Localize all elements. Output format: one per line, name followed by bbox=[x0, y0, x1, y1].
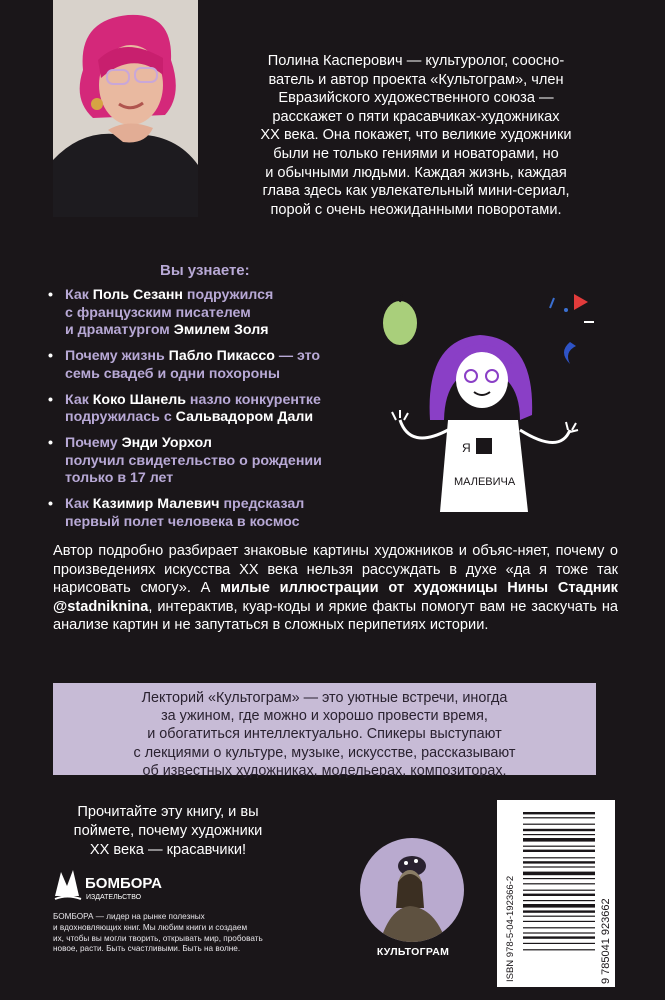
learn-list bbox=[48, 287, 388, 540]
shirt-text-top: Я bbox=[462, 441, 471, 455]
list-item: • Как Поль Сезанн подружился с французским писателем и драматургом Эмилем Золя bbox=[48, 287, 274, 338]
intro-text: Полина Касперович — культуролог, соосно- ватель и автор проекта «Культограм», член Евразийского художественного союза — расскажет о пяти красавчиках-художниках XX века. Она покажет, что великие художники были не только гениями и новаторами, но и обычными людьми. Каждая жизнь, каждая глава здесь как увлекательный мини-сериал, порой с очень неожиданными поворотами. bbox=[260, 53, 572, 218]
barcode-bar bbox=[523, 878, 595, 879]
kultogram-name: КУЛЬТОГРАМ bbox=[376, 946, 450, 958]
barcode-bar bbox=[523, 824, 595, 825]
barcode-bar bbox=[523, 812, 595, 814]
barcode-digits: 9 785041 923662 bbox=[600, 898, 612, 984]
list-item: • Как Коко Шанель назло конкурентке подружилась с Сальвадором Дали bbox=[48, 391, 321, 425]
publisher-text: БОМБОРА — лидер на рынке полезных и вдохновляющих книг. Мы любим книги и создаем их, чтобы вы могли творить, открывать мир, пробовать новое, расти. Быть счастливыми. Быть на волне. bbox=[53, 912, 263, 954]
publisher-sub: ИЗДАТЕЛЬСТВО bbox=[86, 894, 142, 901]
barcode-bar bbox=[523, 838, 595, 842]
barcode-bar bbox=[523, 817, 595, 818]
barcode-bar bbox=[523, 910, 595, 912]
barcode-bar bbox=[523, 916, 595, 917]
barcode-bar bbox=[523, 927, 595, 928]
barcode-bar bbox=[523, 943, 595, 944]
publisher-logo bbox=[53, 866, 183, 906]
barcode-bar bbox=[523, 829, 595, 831]
outro-text: Прочитайте эту книгу, и вы поймете, почему художники XX века — красавчики! bbox=[73, 804, 263, 858]
barcode-bar bbox=[523, 846, 595, 847]
publisher-name: БОМБОРА bbox=[85, 875, 162, 892]
barcode-bar bbox=[523, 890, 595, 891]
barcode-bar bbox=[523, 949, 595, 950]
learn-heading: Вы узнаете: bbox=[160, 262, 250, 279]
description-paragraph: Автор подробно разбирает знаковые картины художников и объяс-няет, почему о произведениях искусства XX века нельзя рассуждать в духе «да я тоже так нарисовать смогу». А милые иллюстрации от художницы Нины Стадник @stadniknina, интерактив, куар-коды и яркие факты помогут вам не заскучать на анализе картин и не запутаться в сложных перипетиях истории. bbox=[53, 543, 618, 634]
barcode-bar bbox=[523, 834, 595, 835]
lectorium-panel: Лекторий «Культограм» — это уютные встречи, иногда за ужином, где можно и хорошо провести время, и обогатиться интеллектуально. Спикеры выступают с лекциями о культуре, музыке, искусстве, рассказывают об известных художниках, модельерах, композиторах. bbox=[53, 683, 596, 775]
barcode-bar bbox=[523, 936, 595, 938]
barcode-bar bbox=[523, 861, 595, 863]
list-item: • Почему Энди Уорхол получил свидетельство о рождении только в 17 лет bbox=[48, 435, 322, 486]
barcode-bar bbox=[523, 904, 595, 908]
character-illustration bbox=[370, 280, 610, 530]
barcode-bar bbox=[523, 921, 595, 922]
kultogram-logo bbox=[360, 838, 464, 942]
list-item: • Как Казимир Малевич предсказал первый полет человека в космос bbox=[48, 496, 305, 530]
barcode-bar bbox=[523, 883, 595, 884]
barcode-bar bbox=[523, 866, 595, 867]
barcode-bar bbox=[523, 894, 595, 896]
author-photo bbox=[53, 0, 198, 217]
barcode bbox=[497, 800, 615, 987]
barcode-bar bbox=[523, 932, 595, 933]
isbn-text: ISBN 978-5-04-192366-2 bbox=[505, 875, 516, 982]
barcode-bar bbox=[523, 872, 595, 876]
barcode-bar bbox=[523, 900, 595, 901]
shirt-text-bottom: МАЛЕВИЧА bbox=[454, 476, 516, 488]
barcode-bar bbox=[523, 857, 595, 858]
list-item: • Почему жизнь Пабло Пикассо — это семь свадеб и одни похороны bbox=[48, 348, 321, 382]
barcode-bar bbox=[523, 850, 595, 852]
